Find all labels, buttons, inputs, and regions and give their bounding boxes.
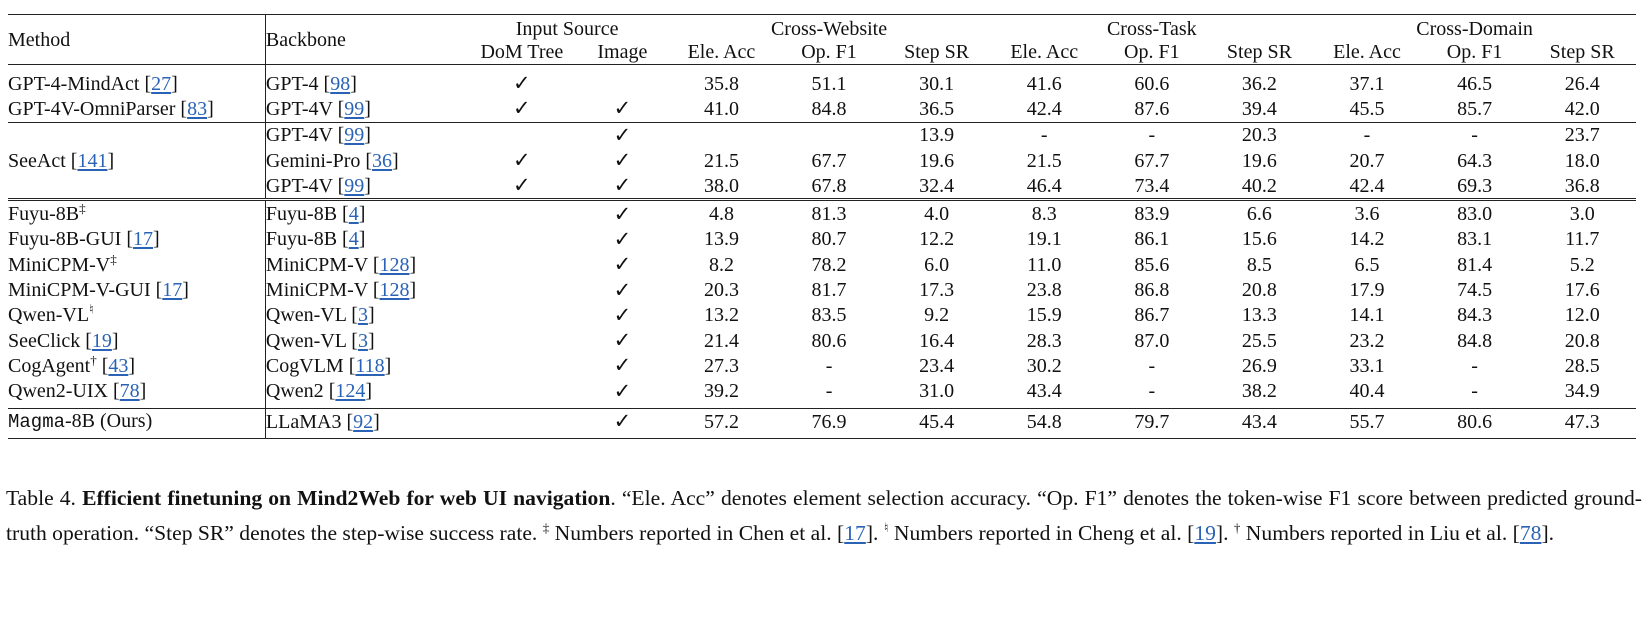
image-check-icon: ✓ [577,200,668,227]
metric-value: 64.3 [1457,149,1493,172]
metric-value: 84.8 [811,97,847,120]
metric-value: 47.3 [1528,408,1636,438]
metric-value: 13.9 [703,228,739,251]
citation-link[interactable]: 128 [379,253,410,276]
backbone-name: Fuyu-8B [265,203,338,226]
metric-value: 73.4 [1134,174,1170,197]
metric-value: 15.9 [1026,304,1062,327]
table-row [8,353,1636,378]
header-image: Image [577,39,668,65]
backbone-cell: Fuyu-8B [4] [265,200,466,227]
caption-text: ]. [1541,521,1555,545]
method-cell [8,122,265,148]
image-check-icon: ✓ [613,378,632,403]
metric-value: 41.6 [1026,72,1062,95]
metric-value: 4.8 [668,200,776,227]
image-check-icon: ✓ [613,148,632,173]
caption-text: ]. [865,521,884,545]
metric-value: 20.8 [1564,329,1600,352]
table-row [8,252,1636,277]
metric-value: 21.5 [1026,149,1062,172]
citation-link[interactable]: 27 [151,72,172,95]
backbone-cell: GPT-4V [99] [265,122,466,148]
metric-value: 15.6 [1241,228,1277,251]
metric-value: 3.6 [1313,200,1421,227]
backbone-name: Qwen-VL [265,329,347,352]
citation-link[interactable]: 4 [348,203,359,226]
backbone-cell: Fuyu-8B [4] [265,228,366,251]
header-row-groups [8,15,1636,40]
metric-value: 42.4 [1349,174,1385,197]
citation-link[interactable]: 3 [357,329,368,352]
metric-value: 17.6 [1564,279,1600,302]
metric-value: 80.7 [811,228,847,251]
citation-link[interactable]: 83 [187,97,208,120]
caption-label: Table 4. [6,486,76,510]
metric-value: 28.3 [1026,329,1062,352]
metric-value: 85.6 [1134,253,1170,276]
table-body [8,65,1636,439]
metric-value: 87.6 [1134,97,1170,120]
metric-value: 32.4 [919,174,955,197]
backbone-cell: GPT-4V [99] [265,97,371,120]
metric-value: 46.5 [1457,72,1493,95]
citation-link[interactable]: 78 [1519,521,1542,545]
citation-link[interactable]: 36 [372,149,393,172]
metric-value: - [825,380,833,403]
table-row [8,148,1636,173]
caption-text: Numbers reported in Chen et al. [ [549,521,845,545]
image-check-icon: ✓ [577,122,668,148]
metric-value: 38.2 [1241,380,1277,403]
backbone-name: GPT-4V [265,174,333,197]
metric-value: 81.7 [811,279,847,302]
metric-value [775,122,883,148]
image-check-icon: ✓ [613,353,632,378]
citation-link[interactable]: 128 [379,279,410,302]
table-row [8,227,1636,252]
header-metric: Op. F1 [1098,39,1206,65]
table-row [8,303,1636,328]
table-row [8,408,1636,438]
metric-value: 76.9 [775,408,883,438]
metric-value: 8.3 [990,200,1098,227]
backbone-cell: GPT-4V [99] [265,174,371,197]
dom-tree-check-icon [467,200,578,227]
citation-link[interactable]: 43 [108,354,129,377]
metric-value: 17.3 [919,279,955,302]
metric-value: 74.5 [1457,279,1493,302]
table-caption [6,481,1642,551]
dom-tree-check-icon [467,122,578,148]
header-metric: Ele. Acc [1313,39,1421,65]
metric-value: 12.2 [919,228,955,251]
backbone-name: GPT-4V [265,97,333,120]
metric-value: 3.0 [1528,200,1636,227]
citation-link[interactable]: 19 [91,329,112,352]
metric-value: 17.9 [1349,279,1385,302]
metric-value: - [825,354,833,377]
header-metric: Step SR [1528,39,1636,65]
image-check-icon: ✓ [613,173,632,198]
method-name: Fuyu-8B-GUI [8,228,122,251]
dagger-symbol: † [1233,519,1241,535]
image-check-icon: ✓ [613,302,632,327]
backbone-name: MiniCPM-V [265,279,368,302]
metric-value: 43.4 [1026,380,1062,403]
dom-tree-check-icon [467,303,578,328]
metric-value: 41.0 [703,97,739,120]
metric-value: 14.2 [1349,228,1385,251]
metric-value: - [1313,122,1421,148]
metric-value: 67.7 [811,149,847,172]
method-cell [8,303,265,328]
method-cell [8,408,265,438]
method-cell [8,173,265,200]
table-row [8,173,1636,200]
metric-value: 78.2 [811,253,847,276]
table-row [8,122,1636,148]
metric-value: 42.0 [1564,97,1600,120]
metric-value: 34.9 [1564,380,1600,403]
citation-link[interactable]: 92 [353,410,374,433]
metric-value: 80.6 [1421,408,1529,438]
method-name-suffix: -8B (Ours) [65,410,153,432]
citation-link[interactable]: 4 [348,228,359,251]
citation-link[interactable]: 17 [844,521,866,545]
metric-value: 81.3 [775,200,883,227]
metric-value: 40.4 [1349,380,1385,403]
citation-link[interactable]: 99 [344,97,365,120]
method-cell: SeeClick [19] [8,328,265,353]
method-name: Fuyu-8B [8,203,80,226]
header-input-source: Input Source [467,15,668,40]
metric-value: 67.8 [811,174,847,197]
metric-value: 45.5 [1349,97,1385,120]
dom-tree-check-icon [467,277,578,302]
metric-value: 83.0 [1421,200,1529,227]
backbone-name: Fuyu-8B [265,228,338,251]
method-name: SeeClick [8,329,81,352]
backbone-cell: MiniCPM-V [128] [265,279,417,302]
caption-text: . “Ele. Acc” denotes element selection accuracy. “Op. F1” denotes the token-wise F1 score between predicted ground-truth operation. “Step SR” denotes the step-wise success rate. [6,486,1642,545]
backbone-cell: GPT-4 [98] [265,72,357,95]
method-cell: Qwen2-UIX [78] [8,379,265,409]
backbone-cell: CogVLM [118] [265,354,392,377]
metric-value: 31.0 [919,380,955,403]
metric-value: 69.3 [1457,174,1493,197]
footnote-symbol: ‡ [110,251,117,267]
table-row [8,65,1636,97]
dom-tree-check-icon: ✓ [513,148,531,173]
caption-text: Numbers reported in Cheng et al. [ [888,521,1195,545]
citation-link[interactable]: 118 [355,354,385,377]
method-cell [8,252,265,277]
metric-value: 20.3 [1206,122,1314,148]
backbone-cell: Qwen2 [124] [265,380,373,403]
metric-value: 20.8 [1241,279,1277,302]
table-row [8,277,1636,302]
metric-value: 8.5 [1246,253,1272,276]
citation-link[interactable]: 3 [357,304,368,327]
metric-value: 81.4 [1457,253,1493,276]
metric-value: 20.7 [1349,149,1385,172]
metric-value: 38.0 [703,174,739,197]
metric-value: 8.2 [708,253,734,276]
metric-value: - [1148,380,1156,403]
metric-value: 87.0 [1134,329,1170,352]
image-check-icon: ✓ [577,408,668,438]
metric-value: 86.7 [1134,304,1170,327]
backbone-name: Gemini-Pro [265,149,361,172]
citation-link[interactable]: 99 [344,124,365,147]
metric-value: 51.1 [811,72,847,95]
backbone-name: MiniCPM-V [265,253,368,276]
metric-value: 13.2 [703,304,739,327]
metric-value: - [1098,122,1206,148]
metric-value: 13.9 [883,122,991,148]
method-name: SeeAct [8,149,66,172]
method-cell: MiniCPM-V-GUI [17] [8,277,265,302]
metric-value: 84.8 [1457,329,1493,352]
metric-value: - [1421,122,1529,148]
metric-value: 84.3 [1457,304,1493,327]
metric-value: 25.5 [1241,329,1277,352]
dom-tree-check-icon: ✓ [513,96,531,121]
method-name: GPT-4V-OmniParser [8,97,176,120]
metric-value: 5.2 [1569,253,1595,276]
image-check-icon: ✓ [613,277,632,302]
metric-value: 83.1 [1457,228,1493,251]
method-cell [8,200,265,227]
metric-value: 67.7 [1134,149,1170,172]
dom-tree-check-icon [467,353,578,378]
metric-value: 60.6 [1134,72,1170,95]
metric-value: 54.8 [990,408,1098,438]
image-check-icon: ✓ [613,252,632,277]
method-name: Qwen2-UIX [8,380,108,403]
header-metric: Op. F1 [775,39,883,65]
table-row [8,379,1636,409]
backbone-cell: Gemini-Pro [36] [265,149,399,172]
backbone-name: Qwen-VL [265,304,347,327]
metric-value: 33.1 [1349,354,1385,377]
metric-value: 37.1 [1349,72,1385,95]
method-cell: GPT-4V-OmniParser [83] [8,96,265,122]
metric-value: 16.4 [919,329,955,352]
metric-value: 36.8 [1564,174,1600,197]
table-row [8,328,1636,353]
metric-value: 12.0 [1564,304,1600,327]
footnote-symbol: ♮ [89,301,94,317]
backbone-name: GPT-4 [265,72,319,95]
backbone-cell: LLaMA3 [92] [265,408,466,438]
metric-value: 39.2 [703,380,739,403]
backbone-name: CogVLM [265,354,344,377]
metric-value: 13.3 [1241,304,1277,327]
method-name: Qwen-VL [8,304,90,327]
method-cell: SeeAct [141] [8,148,265,173]
dom-tree-check-icon [467,227,578,252]
caption-text: ]. [1215,521,1234,545]
header-backbone: Backbone [265,15,466,65]
metric-value: 35.8 [703,72,739,95]
method-name: Magma [8,411,66,433]
metric-value: 42.4 [1026,97,1062,120]
dom-tree-check-icon: ✓ [513,71,531,96]
method-cell: CogAgent† [43] [8,353,265,378]
metric-value: 6.5 [1354,253,1380,276]
backbone-name: GPT-4V [265,124,333,147]
image-check-icon: ✓ [613,96,632,121]
metric-value: 23.7 [1528,122,1636,148]
metric-value: 27.3 [703,354,739,377]
dom-tree-check-icon [467,252,578,277]
method-cell: Fuyu-8B-GUI [17] [8,227,265,252]
metric-value: 80.6 [811,329,847,352]
metric-value [668,122,776,148]
metric-value: 57.2 [668,408,776,438]
metric-value: 6.0 [924,253,950,276]
backbone-cell: MiniCPM-V [128] [265,253,417,276]
metric-value: 36.5 [919,97,955,120]
method-name: MiniCPM-V [8,253,111,276]
method-name: CogAgent [8,354,91,377]
metric-value: 43.4 [1206,408,1314,438]
metric-value: - [1471,380,1478,403]
header-group-cross-domain: Cross-Domain [1313,15,1636,40]
natural-symbol: ♮ [883,519,889,535]
metric-value: 85.7 [1457,97,1493,120]
header-metric: Op. F1 [1421,39,1529,65]
metric-value: - [1148,354,1156,377]
metric-value: 36.2 [1241,72,1277,95]
citation-link[interactable]: 17 [162,279,183,302]
metric-value: 83.9 [1098,200,1206,227]
image-check-icon: ✓ [613,328,632,353]
metric-value: 55.7 [1313,408,1421,438]
dom-tree-check-icon: ✓ [513,173,531,198]
metric-value: 30.1 [919,72,955,95]
metric-value: 45.4 [883,408,991,438]
metric-value: 4.0 [883,200,991,227]
header-metric: Ele. Acc [668,39,776,65]
backbone-cell: Qwen-VL [3] [265,304,375,327]
metric-value: 86.8 [1134,279,1170,302]
metric-value: 39.4 [1241,97,1277,120]
header-metric: Step SR [883,39,991,65]
metric-value: 21.4 [703,329,739,352]
header-group-cross-task: Cross-Task [990,15,1313,40]
metric-value: 18.0 [1564,149,1600,172]
dom-tree-check-icon [467,328,578,353]
backbone-name: LLaMA3 [265,410,342,433]
citation-link[interactable]: 124 [335,380,366,403]
header-metric: Step SR [1206,39,1314,65]
citation-link[interactable]: 141 [77,149,108,172]
metric-value: 23.4 [919,354,955,377]
metric-value: 19.6 [919,149,955,172]
metric-value: 40.2 [1241,174,1277,197]
metric-value: 86.1 [1134,228,1170,251]
metric-value: - [1471,354,1478,377]
method-name: GPT-4-MindAct [8,72,140,95]
metric-value: 11.0 [1027,253,1062,276]
citation-link[interactable]: 98 [330,72,351,95]
metric-value: 9.2 [924,304,950,327]
metric-value: 30.2 [1026,354,1062,377]
citation-link[interactable]: 78 [119,380,140,403]
metric-value: 19.1 [1026,228,1062,251]
caption-title: Efficient finetuning on Mind2Web for web UI navigation [82,486,611,510]
metric-value: 14.1 [1349,304,1385,327]
metric-value: - [990,122,1098,148]
backbone-cell: Qwen-VL [3] [265,329,375,352]
backbone-name: Qwen2 [265,380,324,403]
image-check-icon [577,65,668,97]
dom-tree-check-icon [467,408,578,438]
metric-value: 23.2 [1349,329,1385,352]
citation-link[interactable]: 19 [1194,521,1216,545]
metric-value: 19.6 [1241,149,1277,172]
results-table [8,14,1636,439]
citation-link[interactable]: 17 [133,228,154,251]
metric-value: 6.6 [1206,200,1314,227]
metric-value: 20.3 [703,279,739,302]
metric-value: 83.5 [811,304,847,327]
table-row [8,96,1636,122]
metric-value: 21.5 [703,149,739,172]
method-cell: GPT-4-MindAct [27] [8,65,265,97]
footnote-symbol: ‡ [79,200,86,216]
metric-value: 23.8 [1026,279,1062,302]
metric-value: 28.5 [1564,354,1600,377]
double-dagger-symbol: ‡ [542,519,550,535]
header-method: Method [8,15,265,65]
dom-tree-check-icon [467,379,578,409]
table-row [8,200,1636,227]
image-check-icon: ✓ [613,226,632,251]
caption-text: Numbers reported in Liu et al. [ [1240,521,1520,545]
metric-value: 79.7 [1098,408,1206,438]
metric-value: 46.4 [1026,174,1062,197]
method-name: MiniCPM-V-GUI [8,279,151,302]
header-metric: Ele. Acc [990,39,1098,65]
footnote-symbol: † [90,352,97,368]
header-dom-tree: DoM Tree [467,39,578,65]
metric-value: 26.4 [1564,72,1600,95]
metric-value: 11.7 [1565,228,1600,251]
metric-value: 26.9 [1241,354,1277,377]
citation-link[interactable]: 99 [344,174,365,197]
header-group-cross-website: Cross-Website [668,15,991,40]
